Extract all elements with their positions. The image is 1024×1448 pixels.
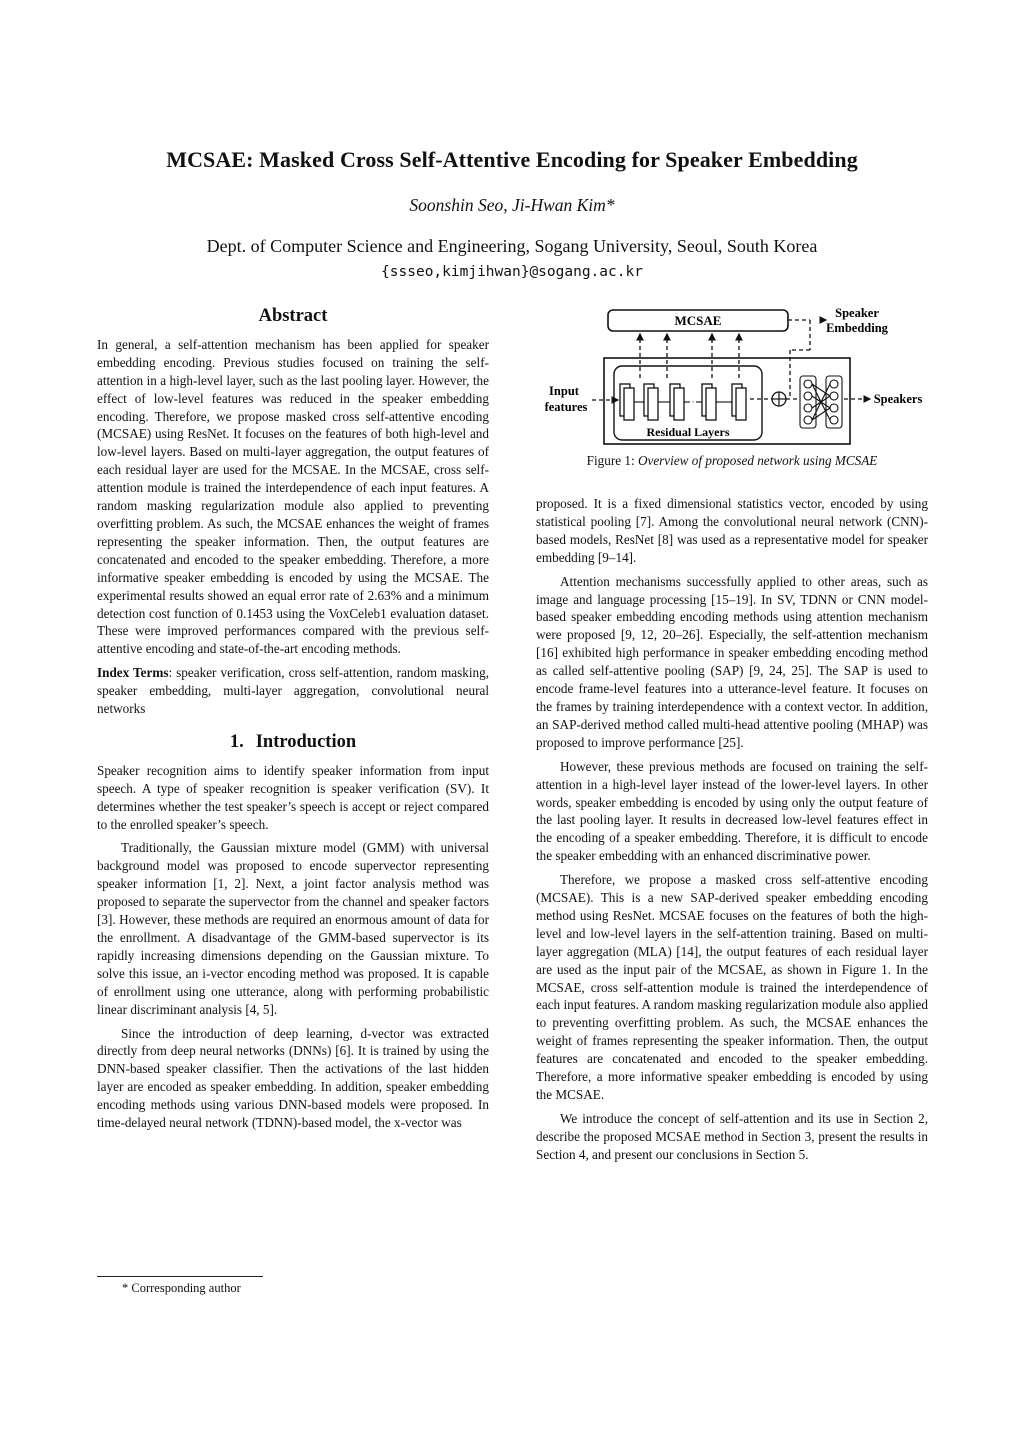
footnote-rule bbox=[97, 1276, 263, 1277]
figure-1-diagram bbox=[536, 300, 928, 450]
speakers-label: Speakers bbox=[873, 392, 923, 406]
paper-authors: Soonshin Seo, Ji-Hwan Kim* bbox=[409, 195, 615, 215]
intro-paragraph-2: Traditionally, the Gaussian mixture model (GMM) with universal background model was proposed to encode supervector representing speaker information [1, 2]. Next, a joint factor analysis method was proposed to separate the supervector from the channel and speaker factors [3]. However, these methods are required an enormous amount of data for the enrollment. A disadvantage of the GMM-based supervector is its rapidly increasing dimensions depending on the Gaussian mixture. To solve this issue, an i-vector encoding method was proposed. It is capable of enrollment using one utterance, along with performing probabilistic linear discriminant analysis [4, 5]. bbox=[97, 840, 489, 1017]
paper-title: MCSAE: Masked Cross Self-Attentive Encoding for Speaker Embedding bbox=[166, 147, 858, 172]
intro-paragraph-4: proposed. It is a fixed dimensional statistics vector, encoded by using statistical pooling [7]. Among the convolutional neural network (CNN)-based models, ResNet [8] was used as a representative model for speaker embedding [9–14]. bbox=[536, 496, 928, 565]
intro-paragraph-6: However, these previous methods are focused on training the self-attention in a high-level layer instead of the lower-level layers. In other words, speaker embedding is encoded by using only the output feature of the last pooling layer. It results in decreased low-level features effect in the encoding of a speaker embedding. Therefore, it is difficult to encode the speaker embedding with an enhanced discriminative power. bbox=[536, 758, 928, 864]
intro-paragraph-3: Since the introduction of deep learning, d-vector was extracted directly from deep neural networks (DNNs) [6]. It is trained by using the DNN-based speaker classifier. Then the activations of the last hidden layer are encoded as speaker embedding. In addition, speaker embedding encoding methods using various DNN-based models were proposed. In time-delayed neural network (TDNN)-based model, the x-vector was bbox=[97, 1025, 489, 1131]
section-number: 1. bbox=[229, 731, 244, 752]
caption-text: Overview of proposed network using MCSAE bbox=[637, 453, 878, 468]
ellipsis-glyph: · bbox=[691, 397, 695, 407]
input-label-2: features bbox=[544, 400, 588, 414]
intro-paragraph-5: Attention mechanisms successfully applied to other areas, such as image and language processing [15–19]. In SV, TDNN or CNN model-based speaker embedding encoding methods using attention mechanism were proposed [9, 12, 20–26]. Especially, the self-attention mechanism [16] exhibited high performance in speaker embedding encoding method as called self-attentive pooling (SAP) [9, 24, 25]. The SAP is used to encode frame-level features into a utterance-level feature. It focuses on the frames by training interdependence with a context vector. In addition, an SAP-derived method called multi-head attentive pooling (MHAP) was proposed to improve performance [25]. bbox=[536, 573, 928, 750]
intro-paragraph-7: Therefore, we propose a masked cross self-attentive encoding (MCSAE). This is a new SAP-derived speaker embedding encoding method using ResNet. MCSAE focuses on the features of both the high-level and low-level layers in the self-attention training. Based on multi-layer aggregation (MLA) [14], the output features of each residual layer are used as the input pair of the MCSAE, as shown in Figure 1. In the MCSAE, cross self-attention module is trained the interdependence of each input features. A random masking regularization module also applied to preventing overfitting problem. As such, the MCSAE enhances the weight of frames representing the speaker information. Then, the output features are concatenated and encoded to the speaker embedding. Therefore, a more informative speaker embedding is encoded by using the MCSAE. bbox=[536, 872, 928, 1102]
paper-email: {ssseo,kimjihwan}@sogang.ac.kr bbox=[381, 264, 643, 280]
residual-layers-label: Residual Layers bbox=[646, 425, 730, 439]
section-heading-introduction bbox=[97, 731, 489, 752]
abstract-heading: Abstract bbox=[258, 306, 328, 326]
mcsae-input-arrows bbox=[640, 334, 739, 378]
caption-prefix: Figure 1: bbox=[586, 453, 638, 468]
classifier-net-icon bbox=[800, 376, 842, 428]
mcsae-label: MCSAE bbox=[674, 313, 722, 328]
input-label-1: Input bbox=[549, 384, 579, 398]
section-title: Introduction bbox=[255, 731, 357, 752]
speaker-embedding-label-2: Embedding bbox=[826, 321, 888, 335]
abstract-text: In general, a self-attention mechanism has been applied for speaker embedding encoding. Previous studies focused on training the self-attention in a high-level layer, such as the last pooling layer. However, the effect of low-level features was reduced in the speaker embedding encoding. Therefore, we propose masked cross self-attentive encoding (MCSAE) using ResNet. It focuses on the features of both high-level and low-level layers. Based on multi-layer aggregation, the output features of each residual layer are used for the MCSAE. In the MCSAE, cross self-attention module is trained the interdependence of each input features. A random masking regularization module also applied to preventing overfitting problem. As such, the MCSAE enhances the weight of frames representing the speaker information. Then, the output features are concatenated and encoded to the speaker embedding. Therefore, a more informative speaker embedding is encoded by using the MCSAE. The experimental results showed an equal error rate of 2.63% and a minimum detection cost function of 0.1453 using the VoxCeleb1 evaluation dataset. These were improved performances compared with the previous self-attentive encoding and state-of-the-art encoding methods. bbox=[97, 336, 489, 657]
footnote: * Corresponding author bbox=[122, 1281, 241, 1295]
speaker-embedding-label-1: Speaker bbox=[835, 306, 879, 320]
index-terms-text: : speaker verification, cross self-attention, random masking, speaker embedding, multi-layer aggregation, convolutional neural networks bbox=[97, 665, 489, 717]
paper-affiliation: Dept. of Computer Science and Engineering, Sogang University, Seoul, South Korea bbox=[206, 236, 818, 256]
index-terms-label: Index Terms bbox=[97, 665, 169, 681]
left-column bbox=[97, 308, 489, 1138]
figure-1-caption bbox=[536, 453, 928, 469]
index-terms bbox=[97, 664, 489, 718]
right-column bbox=[536, 495, 928, 1170]
intro-paragraph-1: Speaker recognition aims to identify speaker information from input speech. A type of speaker recognition is speaker verification (SV). It determines whether the test speaker’s speech is accept or reject compared to the enrolled speaker’s speech. bbox=[97, 762, 489, 832]
intro-paragraph-8: We introduce the concept of self-attention and its use in Section 2, describe the proposed MCSAE method in Section 3, present the results in Section 4, and present our conclusions in Section 5. bbox=[536, 1110, 928, 1162]
